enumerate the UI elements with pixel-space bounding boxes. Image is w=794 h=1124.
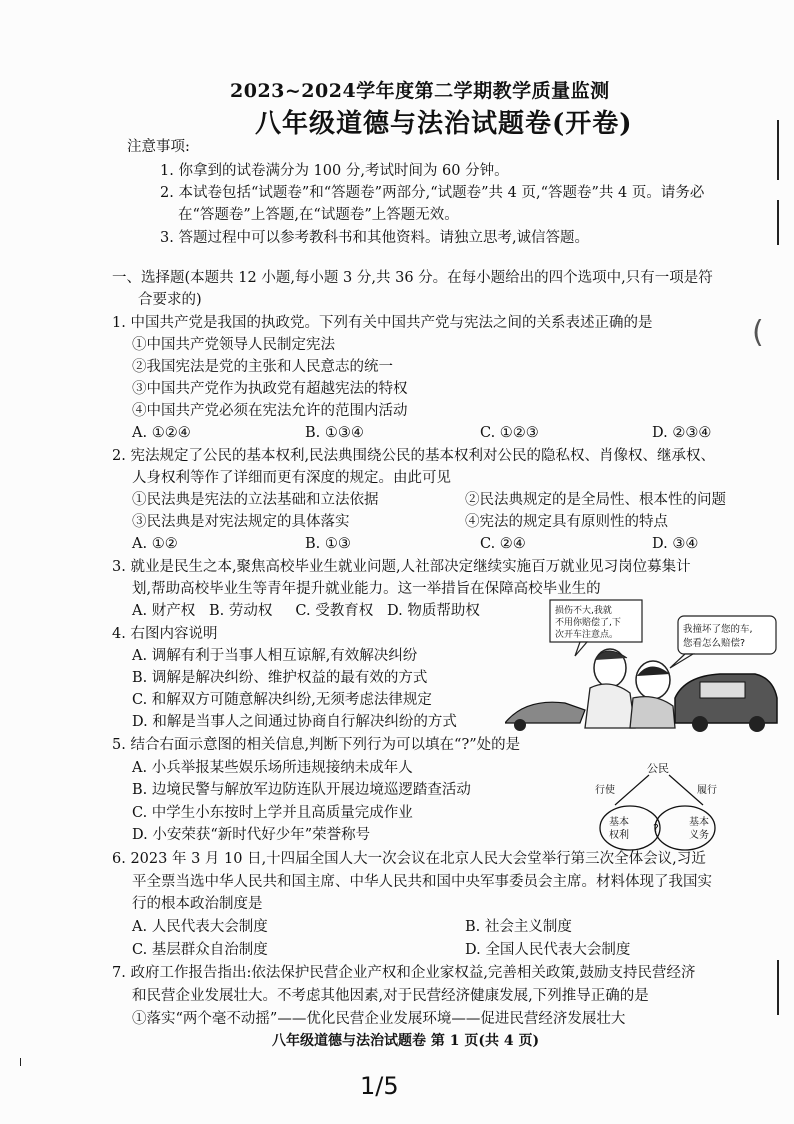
q5-diagram-graphic	[585, 760, 735, 855]
scooter-wheel	[514, 719, 526, 731]
q6-stem-cont-1: 平全票当选中华人民共和国主席、中华人民共和国中央军事委员会主席。材料体现了我国实	[132, 874, 712, 890]
notice-item-2: 2. 本试卷包括“试题卷”和“答题卷”两部分,“试题卷”共 4 页,“答题卷”共 4 页。请务必	[160, 185, 705, 201]
q5-option-a: A. 小兵举报某些娱乐场所违规接纳未成年人	[132, 760, 413, 776]
notice-heading: 注意事项:	[127, 139, 190, 155]
q3-stem-cont: 划,帮助高校毕业生等青年提升就业能力。这一举措旨在保障高校毕业生的	[132, 581, 601, 597]
diagram-citizen-label: 公民	[647, 762, 669, 775]
diagram-exercise-label: 行使	[595, 785, 615, 796]
notice-item-3: 3. 答题过程中可以参考教科书和其他资料。请独立思考,诚信答题。	[160, 230, 590, 246]
page-footer: 八年级道德与法治试题卷 第 1 页(共 4 页)	[272, 1033, 540, 1049]
q7-stem-cont: 和民营企业发展壮大。不考虑其他因素,对于民营经济健康发展,下列推导正确的是	[132, 988, 649, 1004]
q4-option-a: A. 调解有利于当事人相互谅解,有效解决纠纷	[132, 648, 418, 664]
diagram-arrow-left	[615, 775, 649, 805]
car-wheel-front	[692, 716, 708, 732]
q5-option-b: B. 边境民警与解放军边防连队开展边境巡逻踏查活动	[132, 782, 471, 798]
q1-statement-2: ②我国宪法是党的主张和人民意志的统一	[132, 359, 393, 375]
car-window	[700, 682, 745, 698]
diagram-duties-circle	[655, 806, 715, 850]
q7-statement-1: ①落实“两个毫不动摇”——优化民营企业发展环境——促进民营经济发展壮大	[132, 1011, 626, 1027]
q4-option-d: D. 和解是当事人之间通过协商自行解决纠纷的方式	[132, 714, 457, 730]
q2-option-a: A. ①②	[132, 536, 178, 552]
q1-option-c: C. ①②③	[480, 425, 539, 441]
q4-cartoon-illustration	[505, 598, 780, 733]
q2-stem: 2. 宪法规定了公民的基本权利,民法典围绕公民的基本权利对公民的隐私权、肖像权、继承权、	[112, 448, 716, 464]
scan-edge-mark-4	[20, 1058, 21, 1066]
q5-option-c: C. 中学生小东按时上学并且高质量完成作业	[132, 805, 413, 821]
diagram-question-mark: ?	[653, 822, 659, 835]
bubble-2-line-1: 我撞坏了您的车,	[683, 624, 753, 635]
q2-stem-cont: 人身权利等作了详细而更有深度的规定。由此可见	[132, 470, 451, 486]
q5-rights-duties-diagram	[585, 760, 735, 855]
q2-option-d: D. ③④	[652, 536, 699, 552]
diagram-rights-circle	[600, 806, 660, 850]
q5-option-d: D. 小安荣获“新时代好少年”荣誉称号	[132, 827, 371, 843]
bubble-1-line-1: 损伤不大,我就	[555, 606, 612, 616]
margin-pen-mark: (	[752, 315, 764, 350]
q6-stem: 6. 2023 年 3 月 10 日,十四届全国人大一次会议在北京人民大会堂举行第三次全体会议,习近	[112, 851, 706, 867]
bubble-2-line-2: 您看怎么赔偿?	[683, 638, 746, 649]
q1-statement-3: ③中国共产党作为执政党有超越宪法的特权	[132, 381, 408, 397]
q3-options: A. 财产权 B. 劳动权 C. 受教育权 D. 物质帮助权	[132, 603, 480, 619]
person-2-body	[630, 697, 675, 728]
scan-edge-mark-3	[777, 960, 779, 1015]
q2-option-b: B. ①③	[305, 536, 351, 552]
notice-item-2-cont: 在“答题卷”上答题,在“试题卷”上答题无效。	[178, 207, 459, 223]
q3-stem: 3. 就业是民生之本,聚焦高校毕业生就业问题,人社部决定继续实施百万就业见习岗位募集计	[112, 559, 691, 575]
person-1-body	[585, 684, 635, 728]
bubble-1-line-2: 不用你赔偿了,下	[555, 618, 621, 628]
scan-edge-mark-1	[777, 120, 779, 180]
section-heading: 一、选择题(本题共 12 小题,每小题 3 分,共 36 分。在每小题给出的四个选项中,只有一项是符	[112, 270, 713, 286]
q6-option-b: B. 社会主义制度	[465, 919, 572, 935]
scan-edge-mark-2	[777, 200, 779, 245]
notice-item-1: 1. 你拿到的试卷满分为 100 分,考试时间为 60 分钟。	[160, 163, 509, 179]
q4-option-b: B. 调解是解决纠纷、维护权益的最有效的方式	[132, 670, 428, 686]
q5-stem: 5. 结合右面示意图的相关信息,判断下列行为可以填在“?”处的是	[112, 737, 521, 753]
q2-statement-2: ②民法典规定的是全局性、根本性的问题	[465, 492, 726, 508]
exam-title: 2023~2024学年度第二学期教学质量监测	[230, 80, 610, 102]
q2-statement-4: ④宪法的规定具有原则性的特点	[465, 514, 668, 530]
q4-stem: 4. 右图内容说明	[112, 626, 218, 642]
speech-bubble-2-tail	[670, 654, 693, 668]
exam-subtitle: 八年级道德与法治试题卷(开卷)	[255, 109, 633, 139]
q1-option-a: A. ①②④	[132, 425, 191, 441]
q2-statement-1: ①民法典是宪法的立法基础和立法依据	[132, 492, 379, 508]
q1-statement-4: ④中国共产党必须在宪法允许的范围内活动	[132, 403, 408, 419]
q6-stem-cont-2: 行的根本政治制度是	[132, 896, 263, 912]
q2-statement-3: ③民法典是对宪法规定的具体落实	[132, 514, 350, 530]
bubble-1-line-3: 次开车注意点。	[555, 630, 619, 640]
q1-option-b: B. ①③④	[305, 425, 364, 441]
q7-stem: 7. 政府工作报告指出:依法保护民营企业产权和企业家权益,完善相关政策,鼓励支持民营经济	[112, 965, 696, 981]
car-wheel-rear	[749, 716, 765, 732]
q1-option-d: D. ②③④	[652, 425, 712, 441]
speech-bubble-1-tail	[575, 642, 587, 656]
q6-option-c: C. 基层群众自治制度	[132, 942, 268, 958]
q2-option-c: C. ②④	[480, 536, 526, 552]
q6-option-a: A. 人民代表大会制度	[132, 919, 268, 935]
diagram-duties-line-1: 基本	[689, 817, 709, 828]
q1-stem: 1. 中国共产党是我国的执政党。下列有关中国共产党与宪法之间的关系表述正确的是	[112, 315, 653, 331]
q1-statement-1: ①中国共产党领导人民制定宪法	[132, 337, 335, 353]
diagram-rights-line-1: 基本	[609, 817, 629, 828]
section-heading-cont: 合要求的)	[138, 292, 202, 308]
q6-option-d: D. 全国人民代表大会制度	[465, 942, 631, 958]
diagram-rights-line-2: 权利	[609, 830, 629, 841]
diagram-fulfill-label: 履行	[697, 785, 717, 796]
q4-option-c: C. 和解双方可随意解决纠纷,无须考虑法律规定	[132, 692, 432, 708]
page-indicator: 1/5	[360, 1072, 399, 1100]
q4-cartoon-graphic	[505, 598, 780, 733]
diagram-duties-line-2: 义务	[689, 830, 709, 841]
